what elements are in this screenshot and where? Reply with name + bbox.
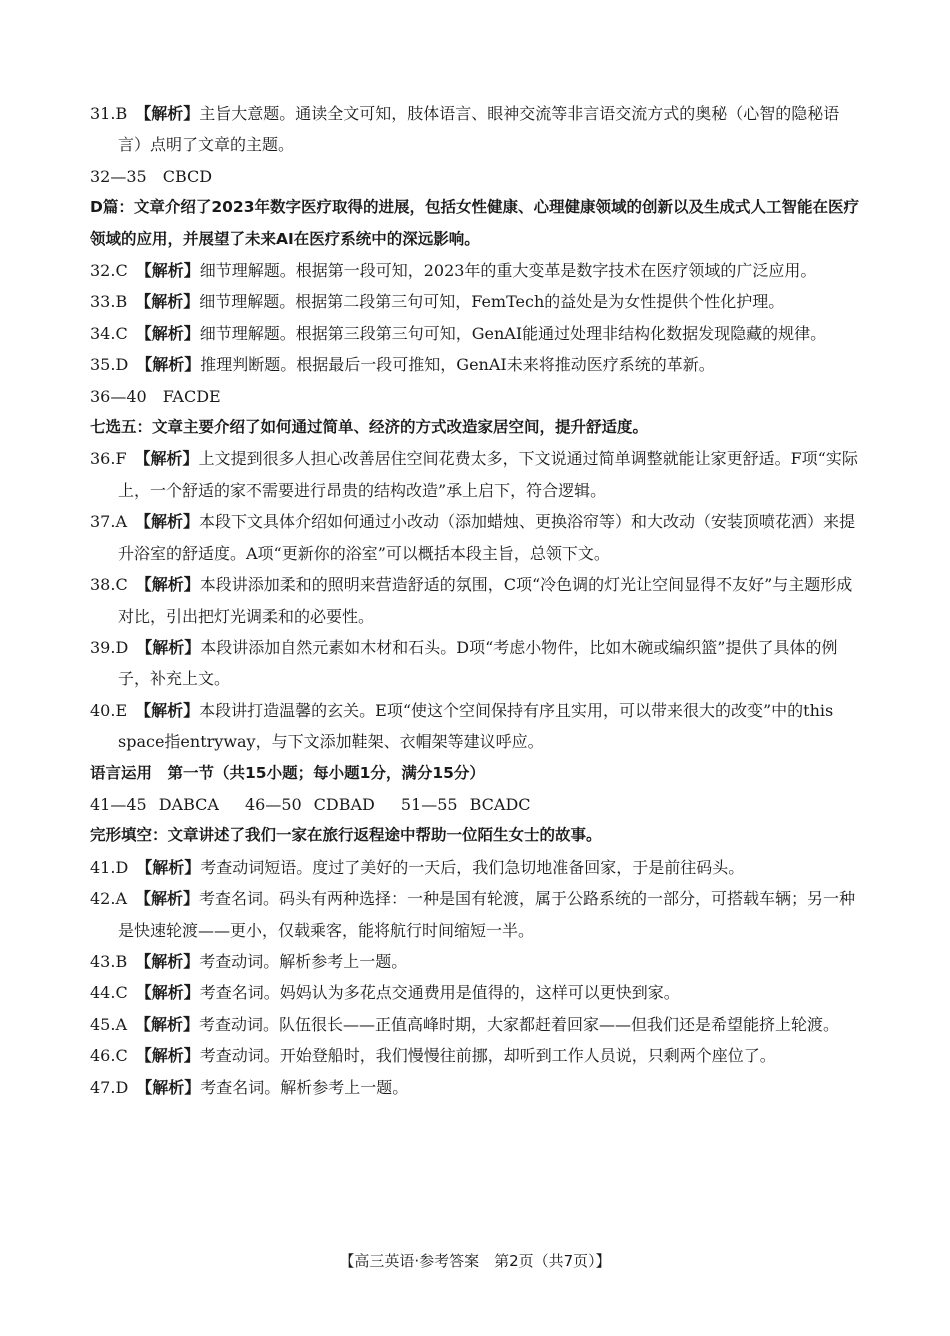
answer-group-46-50: [245, 795, 375, 814]
question-number: 47.D: [90, 1077, 129, 1097]
answer-entry-35: [90, 349, 862, 380]
question-number: 41.D: [90, 857, 129, 877]
analysis-tag: 【解析】: [136, 1077, 201, 1097]
analysis-tag: 【解析】: [136, 637, 201, 657]
analysis-text: 考查名词。妈妈认为多花点交通费用是值得的，这样可以更快到家。: [199, 983, 680, 1003]
answer-group-51-55: [401, 795, 531, 814]
analysis-text: 本段讲打造温馨的玄关。E项“使这个空间保持有序且实用，可以带来很大的改变”中的this space指entryway，与下文添加鞋架、衣帽架等建议呼应。: [118, 700, 834, 752]
analysis-tag: 【解析】: [135, 1046, 200, 1066]
analysis-text: 本段讲添加柔和的照明来营造舒适的氛围，C项“冷色调的灯光让空间显得不友好”与主题形成对比，引出把灯光调柔和的必要性。: [118, 575, 853, 626]
question-number: 34.C: [90, 323, 128, 343]
analysis-tag: 【解析】: [135, 889, 200, 909]
analysis-text: 细节理解题。根据第二段第三句可知，FemTech的益处是为女性提供个性化护理。: [199, 292, 785, 312]
analysis-text: 考查名词。码头有两种选择：一种是国有轮渡，属于公路系统的一部分，可搭载车辆；另一种是快速轮渡——更小，仅载乘客，能将航行时间缩短一半。: [118, 889, 856, 940]
answer-entry-41: [90, 852, 862, 883]
question-number: 46.C: [90, 1046, 128, 1066]
question-number: 35.D: [90, 355, 129, 375]
answer-entry-38: [90, 569, 862, 632]
analysis-text: 推理判断题。根据最后一段可推知，GenAI未来将推动医疗系统的革新。: [200, 355, 715, 375]
analysis-tag: 【解析】: [135, 575, 200, 595]
analysis-tag: 【解析】: [135, 983, 200, 1003]
answer-entry-47: [90, 1072, 862, 1103]
analysis-tag: 【解析】: [135, 951, 200, 971]
answer-entry-37: [90, 506, 862, 569]
answer-entry-33: [90, 286, 862, 317]
question-number: 44.C: [90, 983, 128, 1003]
question-number: 32.C: [90, 261, 128, 281]
analysis-text: 细节理解题。根据第一段可知，2023年的重大变革是数字技术在医疗领域的广泛应用。: [199, 261, 817, 281]
answer-range: 46—50: [244, 794, 302, 814]
question-number: 31.B: [90, 104, 128, 123]
question-number: 43.B: [90, 951, 128, 971]
analysis-tag: 【解析】: [135, 261, 200, 281]
analysis-text: 上文提到很多人担心改善居住空间花费太多，下文说通过简单调整就能让家更舒适。F项“实际上，一个舒适的家不需要进行昂贵的结构改造”承上启下，符合逻辑。: [118, 449, 858, 500]
answer-range: 51—55: [400, 794, 458, 814]
analysis-text: 本段讲添加自然元素如木材和石头。D项“考虑小物件，比如木碗或编织篮”提供了具体的例子，补充上文。: [118, 637, 838, 689]
answer-entry-39: [90, 632, 862, 695]
question-number: 36.F: [90, 449, 127, 469]
answer-entry-45: [90, 1009, 862, 1040]
answer-entry-46: [90, 1040, 862, 1071]
question-number: 45.A: [90, 1014, 127, 1034]
answer-entry-43: [90, 946, 862, 977]
analysis-text: 细节理解题。根据第三段第三句可知，GenAI能通过处理非结构化数据发现隐藏的规律。: [199, 323, 827, 343]
answers-36-40: 36—40 FACDE: [90, 386, 221, 406]
analysis-text: 本段下文具体介绍如何通过小改动（添加蜡烛、更换浴帘等）和大改动（安装顶喷花洒）来提升浴室的舒适度。A项“更新你的浴室”可以概括本段主旨，总领下文。: [118, 512, 856, 563]
answer-letters: CDBAD: [313, 794, 375, 814]
analysis-tag: 【解析】: [135, 323, 200, 343]
answer-entry-36: [90, 443, 862, 506]
question-number: 42.A: [90, 889, 127, 909]
answer-entry-32: [90, 255, 862, 286]
answer-entry-34: [90, 318, 862, 349]
answers-41-55: [90, 789, 862, 820]
question-number: 37.A: [90, 512, 127, 532]
answer-sheet-page: [90, 98, 862, 1103]
seven-choose-five-summary: 七选五：文章主要介绍了如何通过简单、经济的方式改造家居空间，提升舒适度。: [90, 418, 649, 437]
passage-d-summary: D篇：文章介绍了2023年数字医疗取得的进展，包括女性健康、心理健康领域的创新以及生成式人工智能在医疗领域的应用，并展望了未来AI在医疗系统中的深远影响。: [90, 198, 860, 248]
analysis-tag: 【解析】: [136, 355, 201, 375]
analysis-text: 主旨大意题。通读全文可知，肢体语言、眼神交流等非言语交流方式的奥秘（心智的隐秘语言）点明了文章的主题。: [118, 104, 840, 155]
question-number: 40.E: [90, 700, 128, 720]
analysis-tag: 【解析】: [135, 700, 200, 720]
question-number: 39.D: [90, 637, 129, 657]
analysis-tag: 【解析】: [135, 512, 200, 532]
answers-32-35: 32—35 CBCD: [90, 166, 213, 186]
analysis-tag: 【解析】: [136, 857, 201, 877]
analysis-tag: 【解析】: [135, 104, 200, 123]
answer-entry-42: [90, 883, 862, 946]
answer-group-41-45: [90, 795, 219, 814]
language-use-section-heading: 语言运用 第一节（共15小题；每小题1分，满分15分）: [90, 763, 485, 782]
answer-entry-40: [90, 695, 862, 758]
analysis-tag: 【解析】: [134, 449, 199, 469]
question-number: 38.C: [90, 575, 128, 595]
answer-letters: DABCA: [158, 794, 219, 814]
analysis-tag: 【解析】: [135, 292, 200, 312]
analysis-tag: 【解析】: [135, 1014, 200, 1034]
answer-range: 41—45: [90, 794, 147, 814]
analysis-text: 考查动词短语。度过了美好的一天后，我们急切地准备回家，于是前往码头。: [200, 857, 745, 877]
answer-entry-31: [90, 98, 862, 161]
analysis-text: 考查动词。解析参考上一题。: [199, 951, 408, 971]
page-footer: 【高三英语·参考答案 第2页（共7页）】: [339, 1252, 611, 1270]
analysis-text: 考查动词。开始登船时，我们慢慢往前挪，却听到工作人员说，只剩两个座位了。: [199, 1046, 776, 1066]
answer-entry-44: [90, 977, 862, 1008]
cloze-summary: 完形填空：文章讲述了我们一家在旅行返程途中帮助一位陌生女士的故事。: [90, 826, 602, 845]
analysis-text: 考查动词。队伍很长——正值高峰时期，大家都赶着回家——但我们还是希望能挤上轮渡。: [199, 1014, 840, 1034]
answer-letters: BCADC: [469, 794, 531, 814]
question-number: 33.B: [90, 292, 128, 312]
analysis-text: 考查名词。解析参考上一题。: [200, 1077, 409, 1097]
